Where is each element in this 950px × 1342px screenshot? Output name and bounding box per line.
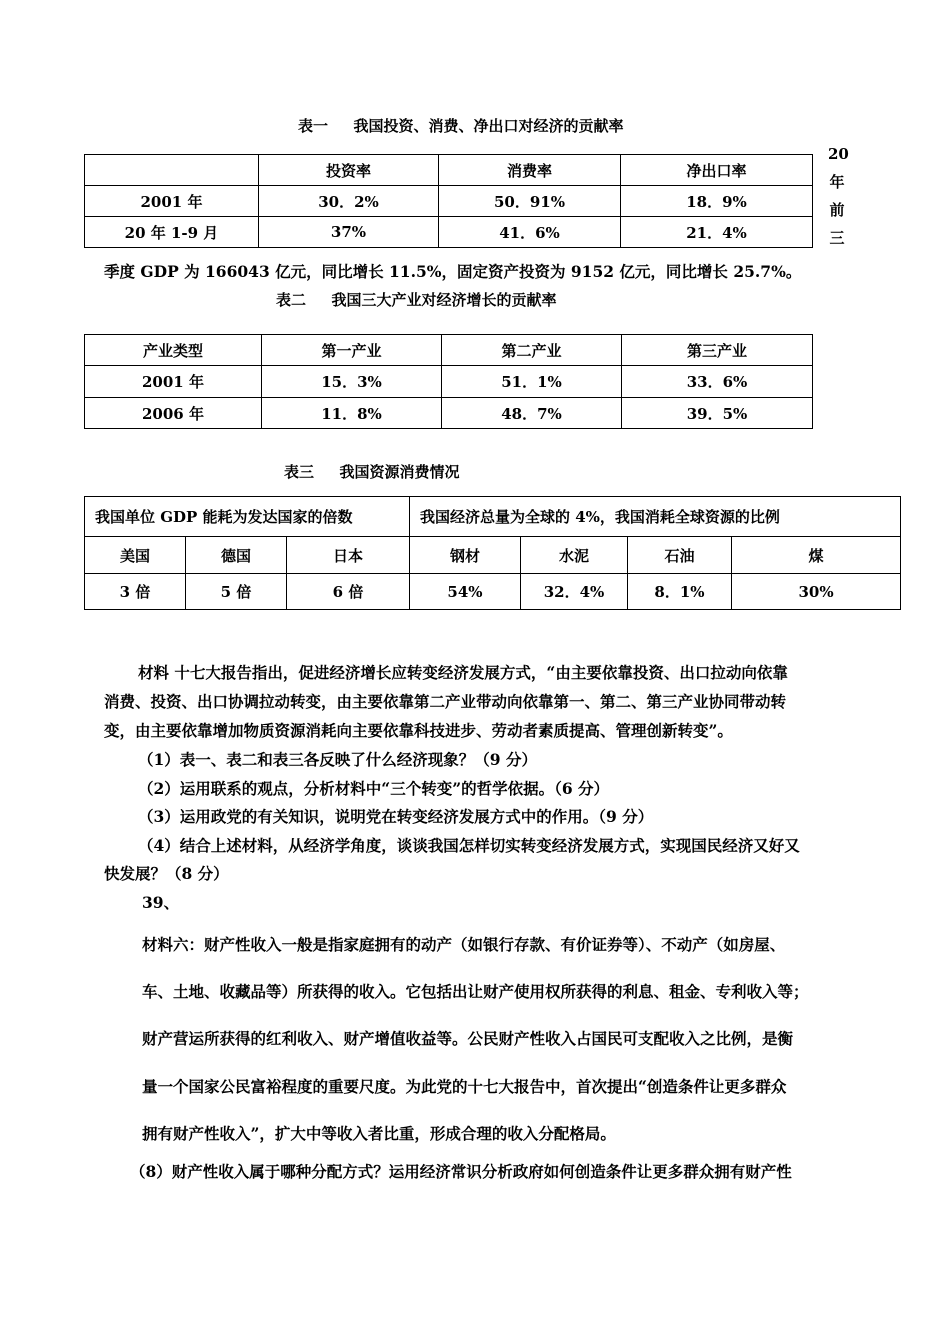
side-text: 前 <box>829 201 845 219</box>
table2-header-row <box>85 335 813 366</box>
question-line: （2）运用联系的观点，分析材料中“三个转变”的哲学依据。（6 分） <box>138 779 610 798</box>
table3-header-cell: 钢材 <box>410 537 521 574</box>
side-text: 20 <box>828 145 849 163</box>
table3-header-cell: 煤 <box>732 537 901 574</box>
table3-group-header: 我国单位 GDP 能耗为发达国家的倍数 <box>85 497 410 537</box>
table2-header-cell: 第一产业 <box>262 335 442 366</box>
table3-cell: 6 倍 <box>287 574 410 610</box>
table2-cell: 15．3% <box>262 366 442 398</box>
table1-caption: 表一 我国投资、消费、净出口对经济的贡献率 <box>298 117 624 135</box>
question-number: 39、 <box>142 893 180 912</box>
table1-cell: 18．9% <box>621 186 813 217</box>
table-row <box>85 398 813 429</box>
table2-cell: 11．8% <box>262 398 442 429</box>
table-row <box>85 366 813 398</box>
table3-cell: 30% <box>732 574 901 610</box>
table3-cell: 32．4% <box>521 574 628 610</box>
table1-cell: 21．4% <box>621 217 813 248</box>
table2-header-cell: 第三产业 <box>622 335 813 366</box>
table-row <box>85 217 813 248</box>
material-line: 消费、投资、出口协调拉动转变，由主要依靠第二产业带动向依靠第一、第二、第三产业协同带动转 <box>104 692 787 711</box>
table2-caption: 表二 我国三大产业对经济增长的贡献率 <box>276 291 557 309</box>
table3-cell: 5 倍 <box>186 574 287 610</box>
material6-line: 拥有财产性收入”，扩大中等收入者比重，形成合理的收入分配格局。 <box>142 1124 616 1143</box>
material-line: 变，由主要依靠增加物质资源消耗向主要依靠科技进步、劳动者素质提高、管理创新转变”。 <box>104 721 733 740</box>
table1-header-cell: 投资率 <box>259 155 439 186</box>
table3-header-cell: 美国 <box>85 537 186 574</box>
question-8: （8）财产性收入属于哪种分配方式？运用经济常识分析政府如何创造条件让更多群众拥有财产性 <box>130 1162 792 1181</box>
table2-cell: 33．6% <box>622 366 813 398</box>
material6-line: 车、土地、收藏品等）所获得的收入。它包括出让财产使用权所获得的利息、租金、专利收入等； <box>142 982 809 1001</box>
table1-cell: 20 年 1-9 月 <box>85 217 259 248</box>
table1-cell: 30．2% <box>259 186 439 217</box>
table3-cell: 54% <box>410 574 521 610</box>
material6-line: 财产营运所获得的红利收入、财产增值收益等。公民财产性收入占国民可支配收入之比例，是衡 <box>142 1029 794 1048</box>
table2-header-cell: 产业类型 <box>85 335 262 366</box>
table2-cell: 51．1% <box>442 366 622 398</box>
question-line: （3）运用政党的有关知识，说明党在转变经济发展方式中的作用。（9 分） <box>138 807 654 826</box>
table2 <box>84 334 813 429</box>
table1-cell: 2001 年 <box>85 186 259 217</box>
question-line: 快发展？（8 分） <box>104 864 229 883</box>
table1-header-cell: 净出口率 <box>621 155 813 186</box>
table3-cell: 8．1% <box>628 574 732 610</box>
table3 <box>84 496 901 610</box>
table1-cell: 50．91% <box>439 186 621 217</box>
table1-cell: 37% <box>259 217 439 248</box>
table2-header-cell: 第二产业 <box>442 335 622 366</box>
table-row <box>85 186 813 217</box>
material6-line: 材料六：财产性收入一般是指家庭拥有的动产（如银行存款、有价证券等）、不动产（如房屋、 <box>142 935 786 954</box>
question-line: （4）结合上述材料，从经济学角度，谈谈我国怎样切实转变经济发展方式，实现国民经济又好又 <box>138 836 800 855</box>
table2-cell: 39．5% <box>622 398 813 429</box>
table3-header-cell: 日本 <box>287 537 410 574</box>
table3-header-row <box>85 537 901 574</box>
side-text: 年 <box>829 173 845 191</box>
table3-header-cell: 石油 <box>628 537 732 574</box>
table1-header-cell <box>85 155 259 186</box>
table3-group-row <box>85 497 901 537</box>
table2-cell: 48．7% <box>442 398 622 429</box>
table3-group-header: 我国经济总量为全球的 4%，我国消耗全球资源的比例 <box>410 497 901 537</box>
table3-header-cell: 水泥 <box>521 537 628 574</box>
table3-cell: 3 倍 <box>85 574 186 610</box>
table1 <box>84 154 813 248</box>
material6-line: 量一个国家公民富裕程度的重要尺度。为此党的十七大报告中，首次提出“创造条件让更多群众 <box>142 1077 787 1096</box>
question-line: （1）表一、表二和表三各反映了什么经济现象？（9 分） <box>138 750 537 769</box>
side-text: 三 <box>829 229 845 247</box>
table2-cell: 2001 年 <box>85 366 262 398</box>
table1-header-cell: 消费率 <box>439 155 621 186</box>
table3-header-cell: 德国 <box>186 537 287 574</box>
gdp-note: 季度 GDP 为 166043 亿元，同比增长 11.5%，固定资产投资为 9152 亿元，同比增长 25.7%。 <box>104 262 802 281</box>
table-row <box>85 574 901 610</box>
table1-cell: 41．6% <box>439 217 621 248</box>
material-line: 材料 十七大报告指出，促进经济增长应转变经济发展方式，“由主要依靠投资、出口拉动向依靠 <box>138 663 788 682</box>
table3-caption: 表三 我国资源消费情况 <box>284 463 460 481</box>
table1-header-row <box>85 155 813 186</box>
table2-cell: 2006 年 <box>85 398 262 429</box>
